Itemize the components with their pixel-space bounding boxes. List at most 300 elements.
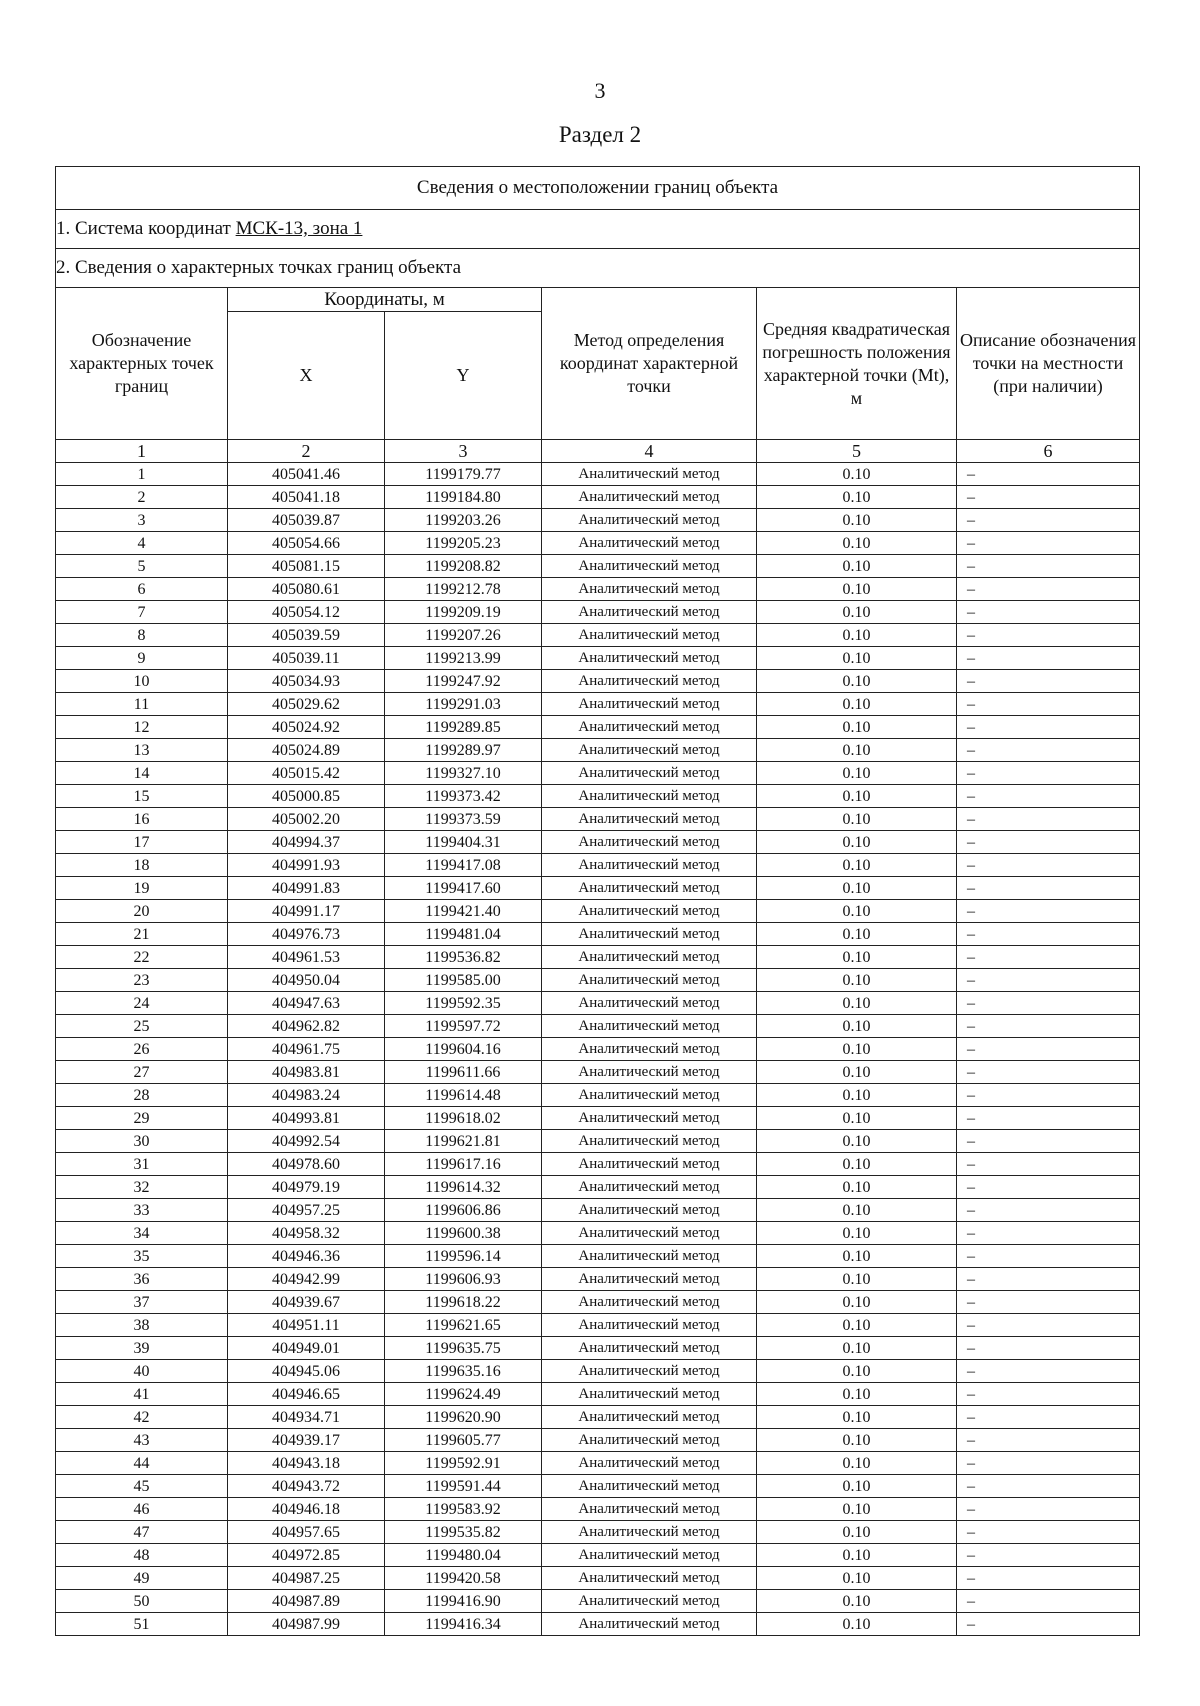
point-number: 40 <box>56 1360 228 1383</box>
coord-x: 405024.89 <box>228 739 385 762</box>
coord-y: 1199596.14 <box>385 1245 542 1268</box>
mean-error: 0.10 <box>757 1475 957 1498</box>
description: – <box>957 624 1140 647</box>
mean-error: 0.10 <box>757 1521 957 1544</box>
method: Аналитический метод <box>542 1406 757 1429</box>
mean-error: 0.10 <box>757 716 957 739</box>
coord-x: 405039.11 <box>228 647 385 670</box>
coord-x: 404957.25 <box>228 1199 385 1222</box>
mean-error: 0.10 <box>757 1084 957 1107</box>
mean-error: 0.10 <box>757 1291 957 1314</box>
point-number: 2 <box>56 486 228 509</box>
column-number: 6 <box>957 440 1140 463</box>
coord-y: 1199289.85 <box>385 716 542 739</box>
table-row <box>56 1544 1140 1567</box>
mean-error: 0.10 <box>757 1222 957 1245</box>
header-error: Средняя квадратическая погрешность положения характерной точки (Mt), м <box>757 288 957 440</box>
description: – <box>957 1452 1140 1475</box>
description: – <box>957 1475 1140 1498</box>
method: Аналитический метод <box>542 739 757 762</box>
coord-y: 1199212.78 <box>385 578 542 601</box>
point-number: 4 <box>56 532 228 555</box>
table-row <box>56 785 1140 808</box>
point-number: 37 <box>56 1291 228 1314</box>
coord-x: 404951.11 <box>228 1314 385 1337</box>
coord-x: 404958.32 <box>228 1222 385 1245</box>
coord-y: 1199416.34 <box>385 1613 542 1636</box>
table-row <box>56 1176 1140 1199</box>
point-number: 43 <box>56 1429 228 1452</box>
method: Аналитический метод <box>542 1590 757 1613</box>
table-row <box>56 1429 1140 1452</box>
description: – <box>957 923 1140 946</box>
description: – <box>957 1383 1140 1406</box>
method: Аналитический метод <box>542 1107 757 1130</box>
mean-error: 0.10 <box>757 532 957 555</box>
method: Аналитический метод <box>542 1245 757 1268</box>
coord-y: 1199620.90 <box>385 1406 542 1429</box>
mean-error: 0.10 <box>757 923 957 946</box>
coord-y: 1199536.82 <box>385 946 542 969</box>
coord-x: 404946.36 <box>228 1245 385 1268</box>
mean-error: 0.10 <box>757 946 957 969</box>
point-number: 20 <box>56 900 228 923</box>
mean-error: 0.10 <box>757 1015 957 1038</box>
point-number: 33 <box>56 1199 228 1222</box>
point-number: 6 <box>56 578 228 601</box>
description: – <box>957 1153 1140 1176</box>
coord-x: 405034.93 <box>228 670 385 693</box>
method: Аналитический метод <box>542 808 757 831</box>
description: – <box>957 555 1140 578</box>
description: – <box>957 992 1140 1015</box>
header-point: Обозначение характерных точек границ <box>56 288 228 440</box>
table-row <box>56 1337 1140 1360</box>
mean-error: 0.10 <box>757 785 957 808</box>
point-number: 19 <box>56 877 228 900</box>
table-row <box>56 1360 1140 1383</box>
table-row <box>56 509 1140 532</box>
mean-error: 0.10 <box>757 1038 957 1061</box>
coord-y: 1199591.44 <box>385 1475 542 1498</box>
mean-error: 0.10 <box>757 578 957 601</box>
table-row <box>56 463 1140 486</box>
point-number: 32 <box>56 1176 228 1199</box>
coord-y: 1199592.35 <box>385 992 542 1015</box>
description: – <box>957 1291 1140 1314</box>
coord-y: 1199618.22 <box>385 1291 542 1314</box>
coord-x: 404991.93 <box>228 854 385 877</box>
table-row <box>56 831 1140 854</box>
table-row <box>56 762 1140 785</box>
method: Аналитический метод <box>542 762 757 785</box>
description: – <box>957 532 1140 555</box>
coord-x: 405080.61 <box>228 578 385 601</box>
coord-y: 1199585.00 <box>385 969 542 992</box>
coord-y: 1199635.75 <box>385 1337 542 1360</box>
mean-error: 0.10 <box>757 1176 957 1199</box>
table-row <box>56 969 1140 992</box>
method: Аналитический метод <box>542 992 757 1015</box>
coord-y: 1199417.08 <box>385 854 542 877</box>
mean-error: 0.10 <box>757 1590 957 1613</box>
description: – <box>957 1544 1140 1567</box>
coord-y: 1199614.32 <box>385 1176 542 1199</box>
mean-error: 0.10 <box>757 739 957 762</box>
table-row <box>56 1613 1140 1636</box>
point-number: 1 <box>56 463 228 486</box>
coord-x: 404987.99 <box>228 1613 385 1636</box>
coord-y: 1199605.77 <box>385 1429 542 1452</box>
column-number: 1 <box>56 440 228 463</box>
description: – <box>957 1130 1140 1153</box>
coord-x: 404942.99 <box>228 1268 385 1291</box>
table-row <box>56 1475 1140 1498</box>
method: Аналитический метод <box>542 693 757 716</box>
description: – <box>957 1222 1140 1245</box>
table-row <box>56 670 1140 693</box>
coord-x: 404957.65 <box>228 1521 385 1544</box>
table-row <box>56 1590 1140 1613</box>
mean-error: 0.10 <box>757 1268 957 1291</box>
method: Аналитический метод <box>542 601 757 624</box>
method: Аналитический метод <box>542 509 757 532</box>
description: – <box>957 831 1140 854</box>
mean-error: 0.10 <box>757 1337 957 1360</box>
coord-x: 405041.46 <box>228 463 385 486</box>
coord-x: 405054.12 <box>228 601 385 624</box>
coord-y: 1199606.86 <box>385 1199 542 1222</box>
method: Аналитический метод <box>542 1475 757 1498</box>
method: Аналитический метод <box>542 670 757 693</box>
coord-x: 404991.17 <box>228 900 385 923</box>
table-row <box>56 808 1140 831</box>
point-number: 10 <box>56 670 228 693</box>
description: – <box>957 1314 1140 1337</box>
coord-y: 1199247.92 <box>385 670 542 693</box>
description: – <box>957 716 1140 739</box>
point-number: 28 <box>56 1084 228 1107</box>
table-row <box>56 1383 1140 1406</box>
coord-x: 404945.06 <box>228 1360 385 1383</box>
point-number: 21 <box>56 923 228 946</box>
header-description: Описание обозначения точки на местности (при наличии) <box>957 288 1140 440</box>
table-row <box>56 1038 1140 1061</box>
description: – <box>957 854 1140 877</box>
point-number: 29 <box>56 1107 228 1130</box>
coord-x: 404978.60 <box>228 1153 385 1176</box>
point-number: 48 <box>56 1544 228 1567</box>
description: – <box>957 1015 1140 1038</box>
method: Аналитический метод <box>542 486 757 509</box>
section-title: Раздел 2 <box>558 122 642 147</box>
table-row <box>56 1521 1140 1544</box>
header-method: Метод определения координат характерной точки <box>542 288 757 440</box>
method: Аналитический метод <box>542 1061 757 1084</box>
point-number: 11 <box>56 693 228 716</box>
description: – <box>957 969 1140 992</box>
point-number: 8 <box>56 624 228 647</box>
coord-y: 1199207.26 <box>385 624 542 647</box>
coord-x: 405015.42 <box>228 762 385 785</box>
description: – <box>957 1429 1140 1452</box>
point-number: 24 <box>56 992 228 1015</box>
point-number: 34 <box>56 1222 228 1245</box>
mean-error: 0.10 <box>757 555 957 578</box>
description: – <box>957 946 1140 969</box>
coord-y: 1199621.81 <box>385 1130 542 1153</box>
point-number: 38 <box>56 1314 228 1337</box>
method: Аналитический метод <box>542 716 757 739</box>
method: Аналитический метод <box>542 1360 757 1383</box>
table-caption: Сведения о местоположении границ объекта <box>56 167 1140 210</box>
coord-x: 404972.85 <box>228 1544 385 1567</box>
table-body <box>56 463 1140 1636</box>
method: Аналитический метод <box>542 1084 757 1107</box>
method: Аналитический метод <box>542 1015 757 1038</box>
point-number: 47 <box>56 1521 228 1544</box>
description: – <box>957 1337 1140 1360</box>
table-row <box>56 1406 1140 1429</box>
coord-y: 1199213.99 <box>385 647 542 670</box>
coord-y: 1199635.16 <box>385 1360 542 1383</box>
coord-x: 404939.17 <box>228 1429 385 1452</box>
point-number: 17 <box>56 831 228 854</box>
coord-x: 404943.72 <box>228 1475 385 1498</box>
coord-y: 1199621.65 <box>385 1314 542 1337</box>
coord-x: 404987.25 <box>228 1567 385 1590</box>
description: – <box>957 1613 1140 1636</box>
coord-y: 1199592.91 <box>385 1452 542 1475</box>
column-number: 3 <box>385 440 542 463</box>
mean-error: 0.10 <box>757 1130 957 1153</box>
header-coordinates: Координаты, м <box>228 288 542 312</box>
mean-error: 0.10 <box>757 1314 957 1337</box>
table-row <box>56 1291 1140 1314</box>
point-number: 51 <box>56 1613 228 1636</box>
mean-error: 0.10 <box>757 1567 957 1590</box>
table-row <box>56 486 1140 509</box>
point-number: 42 <box>56 1406 228 1429</box>
method: Аналитический метод <box>542 1222 757 1245</box>
point-number: 41 <box>56 1383 228 1406</box>
coord-y: 1199600.38 <box>385 1222 542 1245</box>
point-number: 49 <box>56 1567 228 1590</box>
table-row <box>56 555 1140 578</box>
method: Аналитический метод <box>542 854 757 877</box>
method: Аналитический метод <box>542 923 757 946</box>
method: Аналитический метод <box>542 463 757 486</box>
coord-x: 404939.67 <box>228 1291 385 1314</box>
coord-x: 404976.73 <box>228 923 385 946</box>
coord-x: 404949.01 <box>228 1337 385 1360</box>
table-row <box>56 992 1140 1015</box>
point-number: 45 <box>56 1475 228 1498</box>
point-number: 44 <box>56 1452 228 1475</box>
description: – <box>957 1199 1140 1222</box>
mean-error: 0.10 <box>757 463 957 486</box>
header-x: X <box>228 312 385 440</box>
point-number: 25 <box>56 1015 228 1038</box>
mean-error: 0.10 <box>757 1360 957 1383</box>
mean-error: 0.10 <box>757 969 957 992</box>
method: Аналитический метод <box>542 647 757 670</box>
mean-error: 0.10 <box>757 670 957 693</box>
coordinate-system <box>56 210 1140 249</box>
coord-x: 404947.63 <box>228 992 385 1015</box>
coord-y: 1199480.04 <box>385 1544 542 1567</box>
method: Аналитический метод <box>542 1337 757 1360</box>
mean-error: 0.10 <box>757 1061 957 1084</box>
coord-y: 1199617.16 <box>385 1153 542 1176</box>
coord-x: 404943.18 <box>228 1452 385 1475</box>
mean-error: 0.10 <box>757 1245 957 1268</box>
method: Аналитический метод <box>542 1153 757 1176</box>
header-y: Y <box>385 312 542 440</box>
table-row <box>56 1153 1140 1176</box>
description: – <box>957 900 1140 923</box>
table-row <box>56 1314 1140 1337</box>
coord-y: 1199416.90 <box>385 1590 542 1613</box>
point-number: 22 <box>56 946 228 969</box>
mean-error: 0.10 <box>757 1429 957 1452</box>
description: – <box>957 463 1140 486</box>
coord-x: 405002.20 <box>228 808 385 831</box>
table-row <box>56 900 1140 923</box>
point-number: 13 <box>56 739 228 762</box>
description: – <box>957 762 1140 785</box>
description: – <box>957 1521 1140 1544</box>
column-number: 5 <box>757 440 957 463</box>
table-row <box>56 1015 1140 1038</box>
method: Аналитический метод <box>542 1521 757 1544</box>
mean-error: 0.10 <box>757 808 957 831</box>
point-number: 36 <box>56 1268 228 1291</box>
coord-y: 1199208.82 <box>385 555 542 578</box>
description: – <box>957 1107 1140 1130</box>
coord-y: 1199179.77 <box>385 463 542 486</box>
table-row <box>56 601 1140 624</box>
description: – <box>957 1038 1140 1061</box>
method: Аналитический метод <box>542 969 757 992</box>
coord-x: 404946.65 <box>228 1383 385 1406</box>
point-number: 39 <box>56 1337 228 1360</box>
mean-error: 0.10 <box>757 1452 957 1475</box>
coord-x: 404983.81 <box>228 1061 385 1084</box>
description: – <box>957 1406 1140 1429</box>
description: – <box>957 1567 1140 1590</box>
coord-x: 405029.62 <box>228 693 385 716</box>
table-row <box>56 1567 1140 1590</box>
coord-x: 405054.66 <box>228 532 385 555</box>
method: Аналитический метод <box>542 1268 757 1291</box>
description: – <box>957 693 1140 716</box>
description: – <box>957 1498 1140 1521</box>
method: Аналитический метод <box>542 1613 757 1636</box>
mean-error: 0.10 <box>757 854 957 877</box>
method: Аналитический метод <box>542 1498 757 1521</box>
mean-error: 0.10 <box>757 1406 957 1429</box>
coord-y: 1199611.66 <box>385 1061 542 1084</box>
table-row <box>56 1061 1140 1084</box>
description: – <box>957 578 1140 601</box>
table-row <box>56 1107 1140 1130</box>
table-row <box>56 1452 1140 1475</box>
method: Аналитический метод <box>542 1544 757 1567</box>
description: – <box>957 670 1140 693</box>
table-row <box>56 877 1140 900</box>
method: Аналитический метод <box>542 877 757 900</box>
method: Аналитический метод <box>542 1038 757 1061</box>
mean-error: 0.10 <box>757 900 957 923</box>
method: Аналитический метод <box>542 1567 757 1590</box>
mean-error: 0.10 <box>757 486 957 509</box>
point-number: 27 <box>56 1061 228 1084</box>
mean-error: 0.10 <box>757 509 957 532</box>
table-row <box>56 532 1140 555</box>
coord-x: 404961.75 <box>228 1038 385 1061</box>
coord-y: 1199373.42 <box>385 785 542 808</box>
mean-error: 0.10 <box>757 877 957 900</box>
method: Аналитический метод <box>542 1314 757 1337</box>
table-row <box>56 1199 1140 1222</box>
table-row <box>56 1498 1140 1521</box>
points-caption: 2. Сведения о характерных точках границ объекта <box>56 249 1140 288</box>
point-number: 15 <box>56 785 228 808</box>
table-row <box>56 716 1140 739</box>
table-row <box>56 1084 1140 1107</box>
coord-y: 1199421.40 <box>385 900 542 923</box>
table-row <box>56 578 1140 601</box>
description: – <box>957 1061 1140 1084</box>
table-row <box>56 946 1140 969</box>
point-number: 5 <box>56 555 228 578</box>
description: – <box>957 877 1140 900</box>
point-number: 46 <box>56 1498 228 1521</box>
method: Аналитический метод <box>542 785 757 808</box>
mean-error: 0.10 <box>757 1153 957 1176</box>
point-number: 31 <box>56 1153 228 1176</box>
mean-error: 0.10 <box>757 992 957 1015</box>
coord-y: 1199291.03 <box>385 693 542 716</box>
coord-y: 1199606.93 <box>385 1268 542 1291</box>
page-number: 3 <box>594 78 606 103</box>
coordinate-system-label: 1. Система координат <box>56 218 236 239</box>
point-number: 50 <box>56 1590 228 1613</box>
coord-x: 405024.92 <box>228 716 385 739</box>
description: – <box>957 1360 1140 1383</box>
coord-x: 404946.18 <box>228 1498 385 1521</box>
point-number: 14 <box>56 762 228 785</box>
description: – <box>957 739 1140 762</box>
description: – <box>957 601 1140 624</box>
description: – <box>957 1176 1140 1199</box>
table-row <box>56 854 1140 877</box>
coord-x: 405039.87 <box>228 509 385 532</box>
method: Аналитический метод <box>542 900 757 923</box>
coord-x: 404934.71 <box>228 1406 385 1429</box>
mean-error: 0.10 <box>757 601 957 624</box>
description: – <box>957 1268 1140 1291</box>
method: Аналитический метод <box>542 532 757 555</box>
table-row <box>56 1222 1140 1245</box>
point-number: 9 <box>56 647 228 670</box>
table-row <box>56 739 1140 762</box>
mean-error: 0.10 <box>757 1107 957 1130</box>
coord-x: 404979.19 <box>228 1176 385 1199</box>
description: – <box>957 509 1140 532</box>
coord-y: 1199404.31 <box>385 831 542 854</box>
